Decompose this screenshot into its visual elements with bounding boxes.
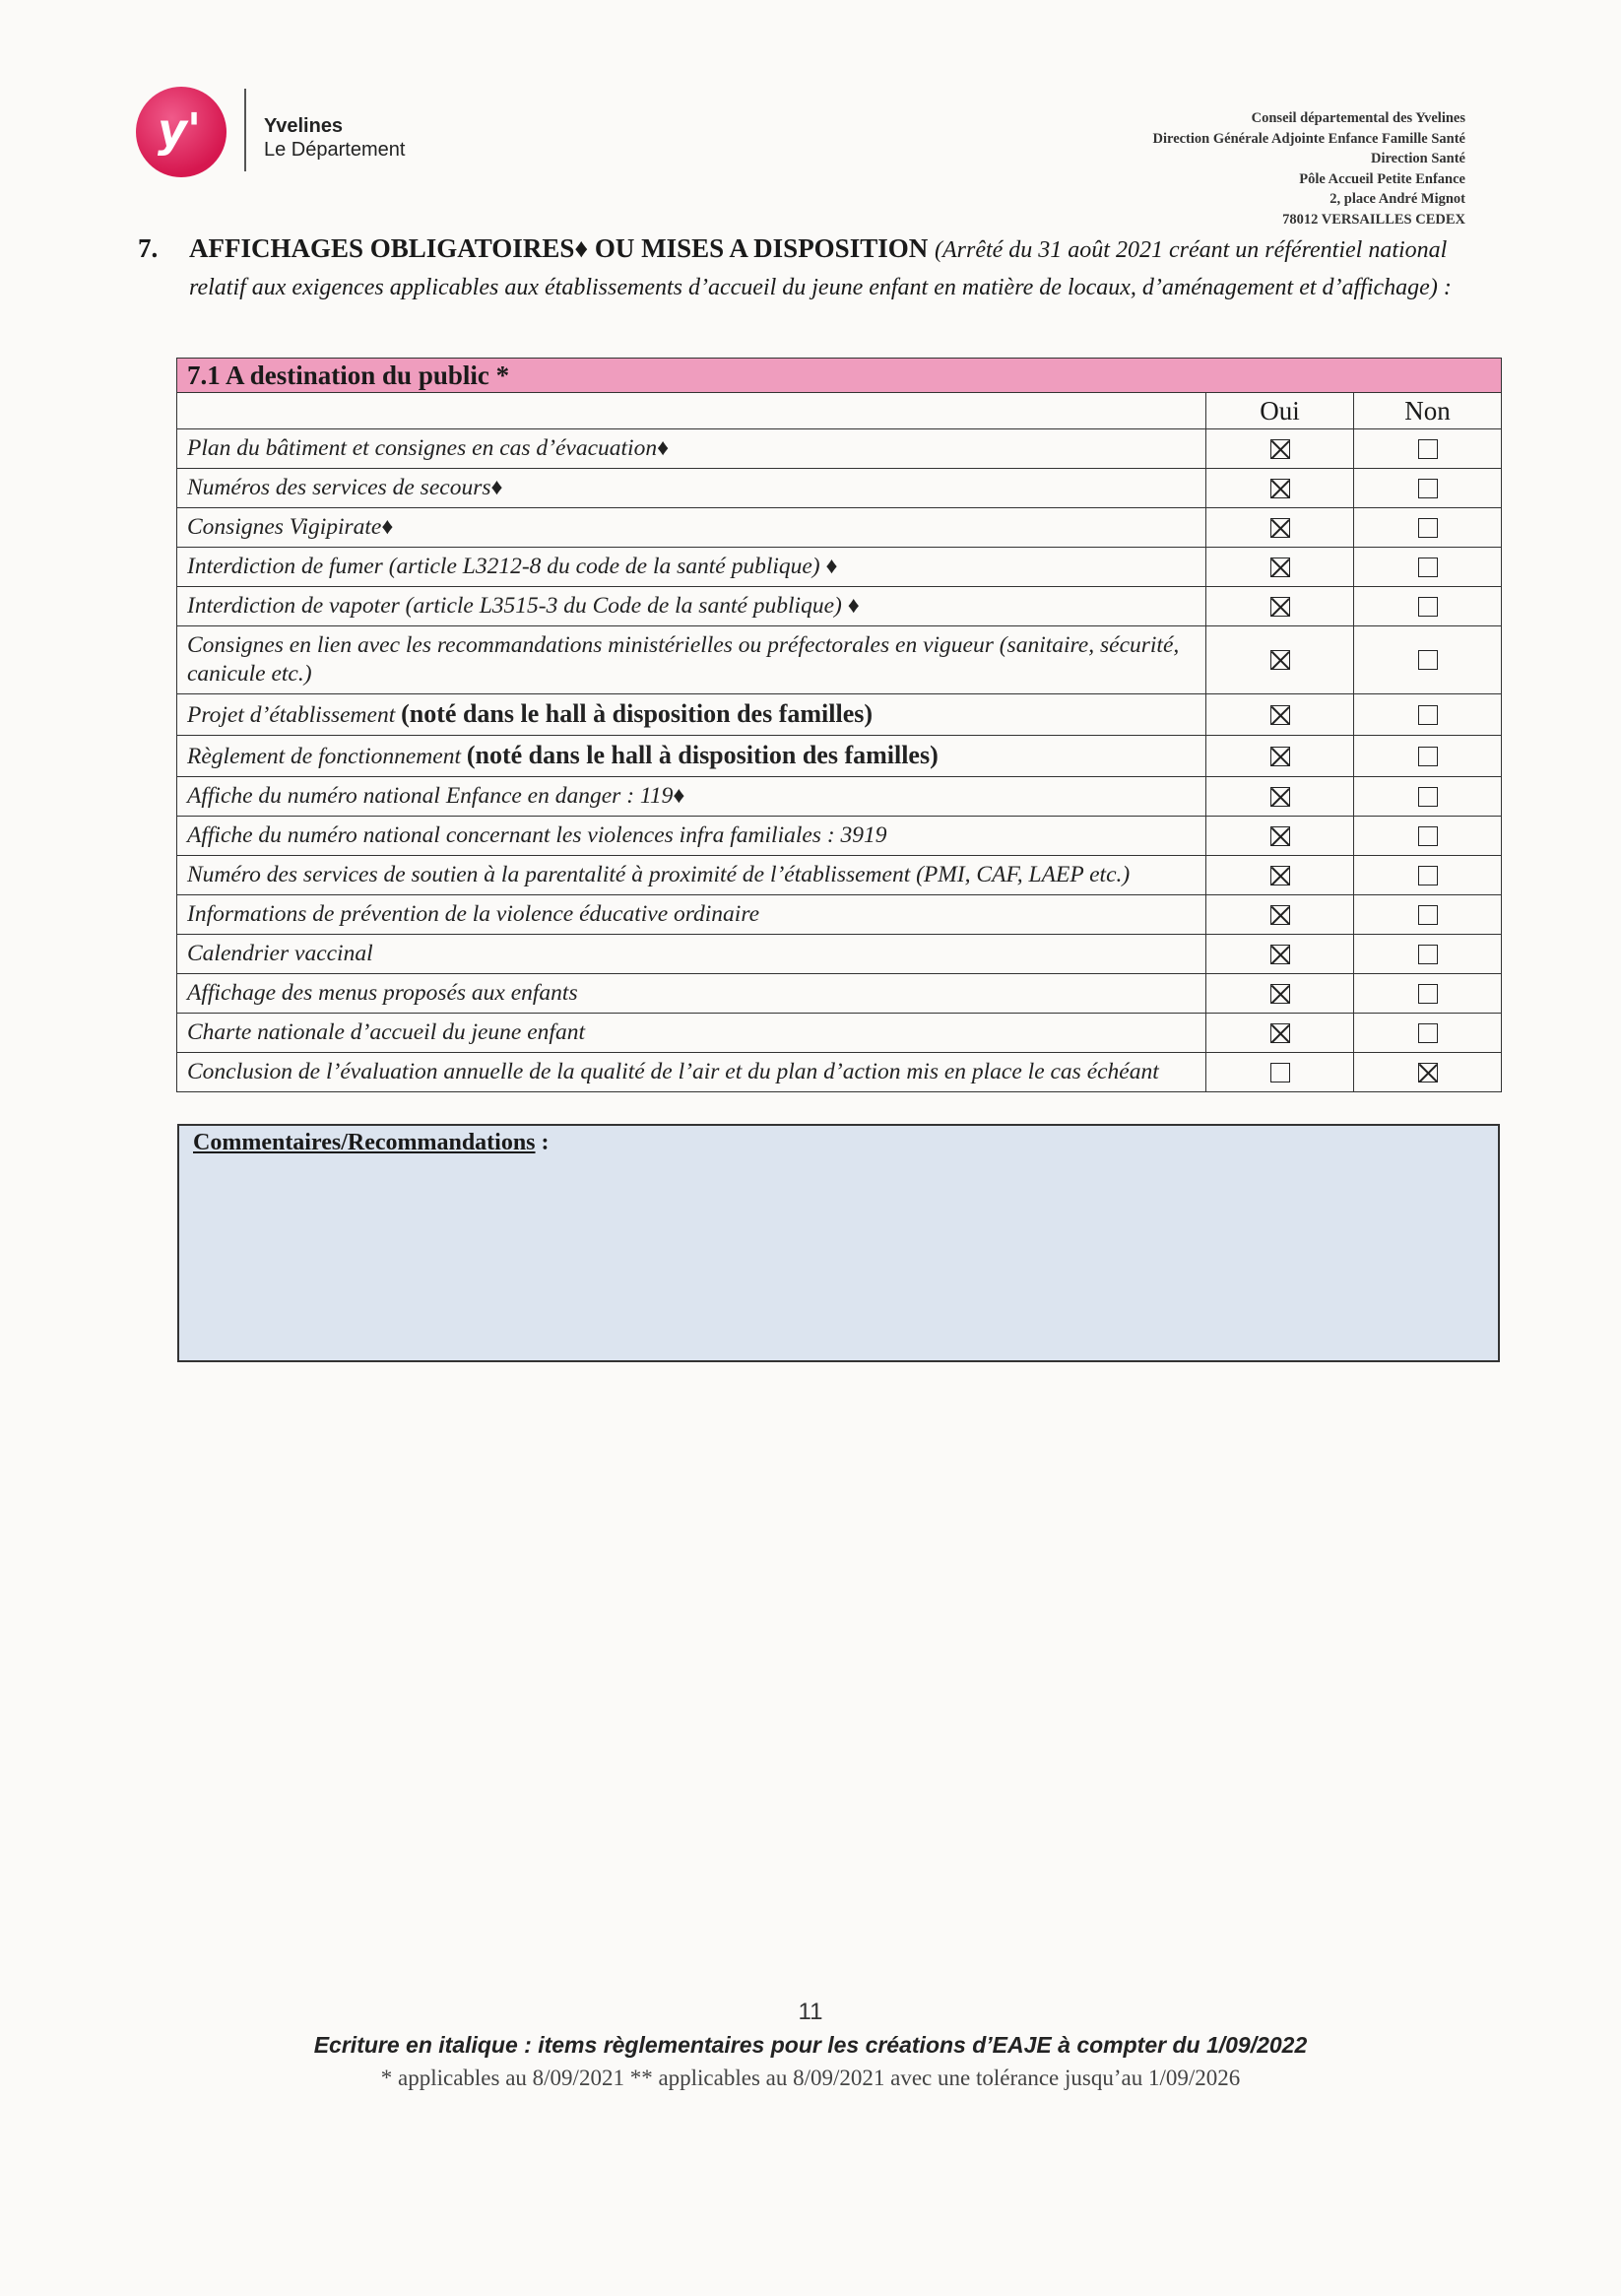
row-label: Informations de prévention de la violence éducative ordinaire	[177, 895, 1206, 935]
cell-oui	[1206, 508, 1354, 548]
cell-oui	[1206, 469, 1354, 508]
row-label: Projet d’établissement (noté dans le hall à disposition des familles)	[177, 694, 1206, 736]
cell-oui	[1206, 429, 1354, 469]
address-line: Direction Santé	[1371, 151, 1465, 167]
table-row	[177, 1053, 1502, 1092]
table-row	[177, 587, 1502, 626]
checkbox-non-checked[interactable]	[1418, 1063, 1438, 1082]
cell-oui	[1206, 777, 1354, 817]
cell-non	[1354, 736, 1502, 777]
cell-non	[1354, 469, 1502, 508]
table-heading: 7.1 A destination du public *	[177, 359, 1502, 393]
checkbox-non-unchecked[interactable]	[1418, 747, 1438, 766]
table-row	[177, 626, 1502, 694]
checkbox-oui-checked[interactable]	[1270, 479, 1290, 498]
address-line: 2, place André Mignot	[1329, 191, 1465, 208]
checkbox-non-unchecked[interactable]	[1418, 984, 1438, 1004]
cell-oui	[1206, 856, 1354, 895]
checkbox-non-unchecked[interactable]	[1418, 558, 1438, 577]
table-row	[177, 469, 1502, 508]
brand-block	[264, 114, 405, 162]
table-row	[177, 777, 1502, 817]
checkbox-non-unchecked[interactable]	[1418, 866, 1438, 886]
checkbox-oui-checked[interactable]	[1270, 787, 1290, 807]
checkbox-oui-checked[interactable]	[1270, 558, 1290, 577]
checkbox-oui-checked[interactable]	[1270, 439, 1290, 459]
cell-oui	[1206, 817, 1354, 856]
checkbox-oui-checked[interactable]	[1270, 984, 1290, 1004]
checkbox-non-unchecked[interactable]	[1418, 826, 1438, 846]
row-label: Interdiction de fumer (article L3212-8 du code de la santé publique) ♦	[177, 548, 1206, 587]
cell-oui	[1206, 587, 1354, 626]
column-header-non: Non	[1354, 393, 1502, 429]
checkbox-oui-checked[interactable]	[1270, 905, 1290, 925]
address-line: Pôle Accueil Petite Enfance	[1299, 170, 1465, 187]
row-label: Consignes Vigipirate♦	[177, 508, 1206, 548]
table-row	[177, 736, 1502, 777]
checkbox-oui-checked[interactable]	[1270, 597, 1290, 617]
cell-oui	[1206, 1014, 1354, 1053]
checkbox-non-unchecked[interactable]	[1418, 945, 1438, 964]
cell-oui	[1206, 935, 1354, 974]
checkbox-non-unchecked[interactable]	[1418, 479, 1438, 498]
checkbox-oui-checked[interactable]	[1270, 650, 1290, 670]
table-row	[177, 974, 1502, 1014]
address-line: 78012 VERSAILLES CEDEX	[1282, 211, 1465, 228]
checkbox-non-unchecked[interactable]	[1418, 518, 1438, 538]
row-label: Consignes en lien avec les recommandations ministérielles ou préfectorales en vigueur (sanitaire, sécurité, canicule etc.)	[177, 626, 1206, 694]
checkbox-oui-checked[interactable]	[1270, 866, 1290, 886]
checkbox-oui-checked[interactable]	[1270, 518, 1290, 538]
logo-divider	[244, 89, 246, 171]
row-label: Conclusion de l’évaluation annuelle de la qualité de l’air et du plan d’action mis en place le cas échéant	[177, 1053, 1206, 1092]
section-subtitle: (Arrêté du 31 août 2021 créant un référentiel national relatif aux exigences applicables aux établissements d’accueil du jeune enfant en matière de locaux, d’aménagement et d’affichage) :	[189, 237, 1452, 300]
table-row	[177, 548, 1502, 587]
row-label: Affiche du numéro national concernant les violences infra familiales : 3919	[177, 817, 1206, 856]
row-label: Plan du bâtiment et consignes en cas d’évacuation♦	[177, 429, 1206, 469]
cell-oui	[1206, 974, 1354, 1014]
comments-box[interactable]	[177, 1124, 1500, 1362]
checkbox-oui-unchecked[interactable]	[1270, 1063, 1290, 1082]
cell-oui	[1206, 736, 1354, 777]
checkbox-non-unchecked[interactable]	[1418, 1023, 1438, 1043]
table-row	[177, 935, 1502, 974]
row-label: Affiche du numéro national Enfance en danger : 119♦	[177, 777, 1206, 817]
checkbox-oui-checked[interactable]	[1270, 705, 1290, 725]
cell-non	[1354, 817, 1502, 856]
checkbox-oui-checked[interactable]	[1270, 945, 1290, 964]
cell-non	[1354, 694, 1502, 736]
cell-oui	[1206, 1053, 1354, 1092]
checkbox-non-unchecked[interactable]	[1418, 439, 1438, 459]
table-row	[177, 856, 1502, 895]
checkbox-non-unchecked[interactable]	[1418, 787, 1438, 807]
address-block	[914, 108, 1465, 230]
brand-tagline: Le Département	[264, 139, 406, 161]
cell-non	[1354, 587, 1502, 626]
table-row	[177, 508, 1502, 548]
column-header-oui: Oui	[1206, 393, 1354, 429]
row-label: Charte nationale d’accueil du jeune enfant	[177, 1014, 1206, 1053]
column-header-row	[177, 393, 1502, 429]
section-heading	[138, 230, 1458, 305]
brand-name: Yvelines	[264, 115, 344, 137]
cell-non	[1354, 895, 1502, 935]
cell-non	[1354, 548, 1502, 587]
cell-non	[1354, 935, 1502, 974]
footer-note: Ecriture en italique : items règlementaires pour les créations d’EAJE à compter du 1/09/2022	[313, 2032, 1308, 2058]
yvelines-logo-icon	[136, 87, 227, 177]
table-heading-row	[177, 359, 1502, 393]
checklist-table	[176, 358, 1502, 1092]
cell-oui	[1206, 694, 1354, 736]
checkbox-non-unchecked[interactable]	[1418, 705, 1438, 725]
cell-oui	[1206, 895, 1354, 935]
address-line: Conseil départemental des Yvelines	[1251, 110, 1465, 126]
table-row	[177, 694, 1502, 736]
address-line: Direction Générale Adjointe Enfance Famille Santé	[1152, 130, 1465, 147]
cell-non	[1354, 1053, 1502, 1092]
cell-non	[1354, 429, 1502, 469]
checkbox-oui-checked[interactable]	[1270, 747, 1290, 766]
logo-mark: y'	[157, 103, 202, 157]
row-label: Numéro des services de soutien à la parentalité à proximité de l’établissement (PMI, CAF, LAEP etc.)	[177, 856, 1206, 895]
cell-non	[1354, 974, 1502, 1014]
cell-non	[1354, 856, 1502, 895]
row-label: Calendrier vaccinal	[177, 935, 1206, 974]
cell-non	[1354, 626, 1502, 694]
footer-applicability: * applicables au 8/09/2021 ** applicables au 8/09/2021 avec une tolérance jusqu’au 1/09/2026	[380, 2066, 1241, 2090]
table-row	[177, 817, 1502, 856]
comments-title: Commentaires/Recommandations :	[193, 1130, 550, 1155]
checkbox-oui-checked[interactable]	[1270, 1023, 1290, 1043]
row-label: Numéros des services de secours♦	[177, 469, 1206, 508]
cell-non	[1354, 1014, 1502, 1053]
row-label: Affichage des menus proposés aux enfants	[177, 974, 1206, 1014]
table-row	[177, 895, 1502, 935]
checkbox-non-unchecked[interactable]	[1418, 905, 1438, 925]
table-row	[177, 1014, 1502, 1053]
row-label: Interdiction de vapoter (article L3515-3 du Code de la santé publique) ♦	[177, 587, 1206, 626]
cell-oui	[1206, 548, 1354, 587]
table-row	[177, 429, 1502, 469]
row-label: Règlement de fonctionnement (noté dans le hall à disposition des familles)	[177, 736, 1206, 777]
cell-oui	[1206, 626, 1354, 694]
page-number: 11	[798, 1999, 823, 2025]
cell-non	[1354, 508, 1502, 548]
checkbox-oui-checked[interactable]	[1270, 826, 1290, 846]
checkbox-non-unchecked[interactable]	[1418, 597, 1438, 617]
checkbox-non-unchecked[interactable]	[1418, 650, 1438, 670]
section-number: 7.	[138, 233, 159, 263]
cell-non	[1354, 777, 1502, 817]
section-title: AFFICHAGES OBLIGATOIRES♦ OU MISES A DISPOSITION	[189, 233, 929, 263]
